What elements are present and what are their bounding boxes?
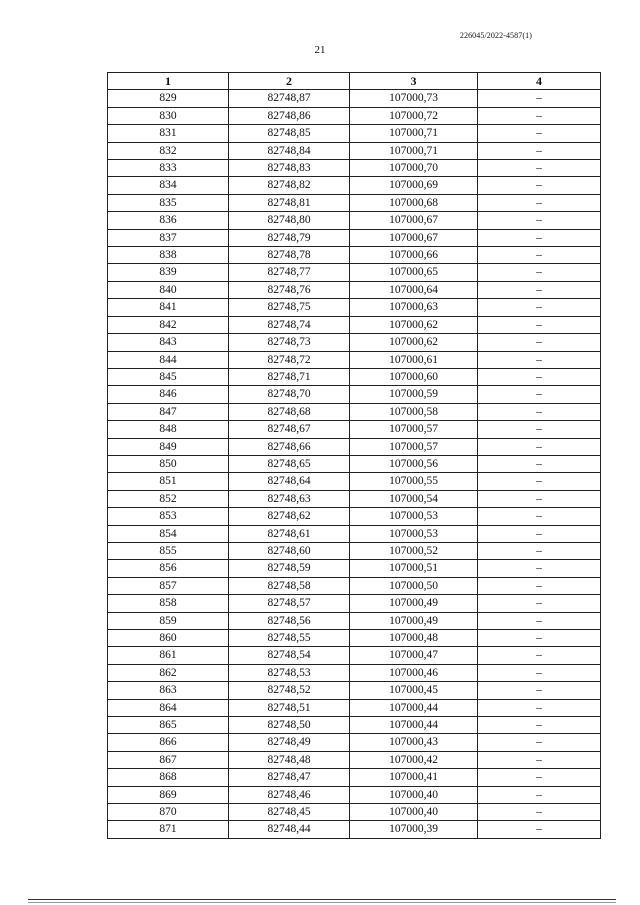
table-cell-col3: 107000,46 [350, 664, 478, 681]
table-cell-col2: 82748,61 [229, 525, 350, 542]
table-cell-col1: 859 [108, 612, 229, 629]
table-cell-col4: – [478, 142, 601, 159]
column-header-1: 1 [108, 73, 229, 90]
table-cell-col4: – [478, 630, 601, 647]
table-row [108, 525, 601, 542]
table-cell-col1: 862 [108, 664, 229, 681]
table-cell-col4: – [478, 786, 601, 803]
table-cell-col2: 82748,74 [229, 316, 350, 333]
table-cell-col2: 82748,54 [229, 647, 350, 664]
table-row [108, 229, 601, 246]
table-row [108, 403, 601, 420]
table-cell-col4: – [478, 577, 601, 594]
table-cell-col1: 864 [108, 699, 229, 716]
table-row [108, 368, 601, 385]
table-cell-col3: 107000,68 [350, 194, 478, 211]
table-cell-col1: 856 [108, 560, 229, 577]
table-row [108, 682, 601, 699]
table-cell-col3: 107000,61 [350, 351, 478, 368]
table-cell-col3: 107000,69 [350, 177, 478, 194]
table-cell-col2: 82748,44 [229, 821, 350, 838]
table-cell-col4: – [478, 316, 601, 333]
table-cell-col2: 82748,68 [229, 403, 350, 420]
table-cell-col4: – [478, 490, 601, 507]
table-cell-col3: 107000,51 [350, 560, 478, 577]
table-cell-col2: 82748,55 [229, 630, 350, 647]
table-row [108, 438, 601, 455]
table-row [108, 90, 601, 107]
table-cell-col1: 870 [108, 804, 229, 821]
table-cell-col3: 107000,73 [350, 90, 478, 107]
table-cell-col3: 107000,59 [350, 386, 478, 403]
table-cell-col1: 868 [108, 769, 229, 786]
table-cell-col1: 849 [108, 438, 229, 455]
table-cell-col4: – [478, 682, 601, 699]
table-cell-col3: 107000,71 [350, 125, 478, 142]
table-cell-col3: 107000,64 [350, 281, 478, 298]
table-cell-col3: 107000,47 [350, 647, 478, 664]
table-cell-col3: 107000,63 [350, 299, 478, 316]
table-cell-col1: 831 [108, 125, 229, 142]
table-cell-col1: 843 [108, 334, 229, 351]
table-cell-col2: 82748,60 [229, 542, 350, 559]
table-cell-col2: 82748,75 [229, 299, 350, 316]
table-row [108, 125, 601, 142]
table-cell-col1: 857 [108, 577, 229, 594]
table-cell-col2: 82748,86 [229, 107, 350, 124]
table-cell-col2: 82748,64 [229, 473, 350, 490]
table-cell-col4: – [478, 473, 601, 490]
table-cell-col2: 82748,81 [229, 194, 350, 211]
table-cell-col4: – [478, 281, 601, 298]
table-cell-col3: 107000,67 [350, 212, 478, 229]
table-cell-col4: – [478, 107, 601, 124]
table-cell-col4: – [478, 160, 601, 177]
table-row [108, 334, 601, 351]
table-row [108, 647, 601, 664]
table-cell-col4: – [478, 751, 601, 768]
table-row [108, 177, 601, 194]
table-cell-col1: 838 [108, 247, 229, 264]
table-row [108, 142, 601, 159]
table-cell-col2: 82748,83 [229, 160, 350, 177]
table-row [108, 473, 601, 490]
table-cell-col4: – [478, 229, 601, 246]
table-row [108, 351, 601, 368]
table-row [108, 577, 601, 594]
table-header-row [108, 73, 601, 90]
table-cell-col2: 82748,46 [229, 786, 350, 803]
table-cell-col2: 82748,48 [229, 751, 350, 768]
table-cell-col3: 107000,41 [350, 769, 478, 786]
table-cell-col3: 107000,71 [350, 142, 478, 159]
table-cell-col3: 107000,56 [350, 455, 478, 472]
table-row [108, 455, 601, 472]
table-cell-col4: – [478, 647, 601, 664]
table-cell-col2: 82748,57 [229, 595, 350, 612]
document-id: 226045/2022-4587(1) [459, 31, 532, 40]
table-body [108, 90, 601, 838]
table-row [108, 751, 601, 768]
table-cell-col2: 82748,76 [229, 281, 350, 298]
table-row [108, 595, 601, 612]
table-row [108, 664, 601, 681]
table-cell-col3: 107000,62 [350, 316, 478, 333]
table-cell-col4: – [478, 560, 601, 577]
table-cell-col2: 82748,58 [229, 577, 350, 594]
table-row [108, 769, 601, 786]
table-cell-col4: – [478, 612, 601, 629]
table-cell-col3: 107000,52 [350, 542, 478, 559]
table-cell-col4: – [478, 769, 601, 786]
table-cell-col3: 107000,70 [350, 160, 478, 177]
table-row [108, 386, 601, 403]
table-cell-col1: 858 [108, 595, 229, 612]
bottom-rule-secondary [28, 902, 616, 903]
table-cell-col3: 107000,58 [350, 403, 478, 420]
table-cell-col1: 829 [108, 90, 229, 107]
table-cell-col4: – [478, 212, 601, 229]
table-cell-col4: – [478, 351, 601, 368]
table-cell-col4: – [478, 438, 601, 455]
table-row [108, 804, 601, 821]
table-cell-col1: 846 [108, 386, 229, 403]
table-cell-col2: 82748,73 [229, 334, 350, 351]
table-cell-col1: 853 [108, 508, 229, 525]
table-cell-col3: 107000,40 [350, 786, 478, 803]
table-cell-col4: – [478, 194, 601, 211]
table-cell-col2: 82748,65 [229, 455, 350, 472]
table-cell-col2: 82748,45 [229, 804, 350, 821]
table-cell-col1: 837 [108, 229, 229, 246]
table-cell-col3: 107000,72 [350, 107, 478, 124]
table-cell-col1: 841 [108, 299, 229, 316]
table-row [108, 160, 601, 177]
table-cell-col1: 865 [108, 717, 229, 734]
table-cell-col2: 82748,67 [229, 421, 350, 438]
table-cell-col1: 848 [108, 421, 229, 438]
table-row [108, 281, 601, 298]
table-cell-col1: 850 [108, 455, 229, 472]
table-row [108, 734, 601, 751]
table-cell-col4: – [478, 542, 601, 559]
table-row [108, 107, 601, 124]
table-cell-col2: 82748,77 [229, 264, 350, 281]
table-row [108, 421, 601, 438]
table-cell-col4: – [478, 717, 601, 734]
table-cell-col1: 832 [108, 142, 229, 159]
table-cell-col1: 860 [108, 630, 229, 647]
column-header-3: 3 [350, 73, 478, 90]
table-cell-col3: 107000,55 [350, 473, 478, 490]
table-cell-col3: 107000,44 [350, 699, 478, 716]
table-row [108, 247, 601, 264]
table-cell-col3: 107000,53 [350, 525, 478, 542]
table-row [108, 542, 601, 559]
table-cell-col2: 82748,79 [229, 229, 350, 246]
table-row [108, 786, 601, 803]
table-cell-col2: 82748,80 [229, 212, 350, 229]
table-cell-col3: 107000,54 [350, 490, 478, 507]
table-cell-col2: 82748,51 [229, 699, 350, 716]
table-row [108, 264, 601, 281]
table-cell-col2: 82748,52 [229, 682, 350, 699]
table-cell-col4: – [478, 334, 601, 351]
column-header-2: 2 [229, 73, 350, 90]
table-row [108, 299, 601, 316]
table-cell-col2: 82748,47 [229, 769, 350, 786]
table-cell-col2: 82748,50 [229, 717, 350, 734]
table-row [108, 699, 601, 716]
bottom-rule [28, 899, 616, 900]
table-cell-col2: 82748,72 [229, 351, 350, 368]
table-cell-col2: 82748,82 [229, 177, 350, 194]
table-cell-col1: 835 [108, 194, 229, 211]
table-cell-col4: – [478, 125, 601, 142]
table-cell-col2: 82748,62 [229, 508, 350, 525]
table-cell-col3: 107000,62 [350, 334, 478, 351]
table-cell-col1: 852 [108, 490, 229, 507]
table-cell-col1: 851 [108, 473, 229, 490]
table-cell-col4: – [478, 264, 601, 281]
table-cell-col2: 82748,59 [229, 560, 350, 577]
table-cell-col2: 82748,53 [229, 664, 350, 681]
table-cell-col2: 82748,63 [229, 490, 350, 507]
table-cell-col1: 840 [108, 281, 229, 298]
table-cell-col1: 842 [108, 316, 229, 333]
table-cell-col4: – [478, 821, 601, 838]
table-cell-col1: 855 [108, 542, 229, 559]
table-cell-col4: – [478, 699, 601, 716]
table-cell-col3: 107000,45 [350, 682, 478, 699]
table-cell-col1: 830 [108, 107, 229, 124]
table-cell-col1: 845 [108, 368, 229, 385]
coordinates-table [107, 72, 601, 839]
table-cell-col3: 107000,44 [350, 717, 478, 734]
table-cell-col3: 107000,48 [350, 630, 478, 647]
table-row [108, 212, 601, 229]
table-cell-col2: 82748,66 [229, 438, 350, 455]
table-row [108, 560, 601, 577]
table-cell-col4: – [478, 386, 601, 403]
table-cell-col1: 834 [108, 177, 229, 194]
table-cell-col3: 107000,57 [350, 438, 478, 455]
table-cell-col2: 82748,84 [229, 142, 350, 159]
table-cell-col3: 107000,67 [350, 229, 478, 246]
table-cell-col3: 107000,49 [350, 612, 478, 629]
table-row [108, 316, 601, 333]
table-row [108, 612, 601, 629]
table-cell-col2: 82748,85 [229, 125, 350, 142]
table-cell-col1: 847 [108, 403, 229, 420]
table-cell-col3: 107000,57 [350, 421, 478, 438]
table-cell-col1: 836 [108, 212, 229, 229]
table-cell-col3: 107000,40 [350, 804, 478, 821]
table-row [108, 490, 601, 507]
table-cell-col1: 867 [108, 751, 229, 768]
table-row [108, 630, 601, 647]
table-cell-col1: 861 [108, 647, 229, 664]
column-header-4: 4 [478, 73, 601, 90]
table-row [108, 821, 601, 838]
table-cell-col3: 107000,50 [350, 577, 478, 594]
table-cell-col2: 82748,78 [229, 247, 350, 264]
table-cell-col4: – [478, 595, 601, 612]
table-cell-col4: – [478, 734, 601, 751]
table-cell-col3: 107000,66 [350, 247, 478, 264]
table-cell-col3: 107000,43 [350, 734, 478, 751]
table-row [108, 194, 601, 211]
table-cell-col4: – [478, 664, 601, 681]
table-cell-col1: 844 [108, 351, 229, 368]
table-cell-col1: 871 [108, 821, 229, 838]
table-cell-col3: 107000,65 [350, 264, 478, 281]
table-cell-col1: 866 [108, 734, 229, 751]
table-cell-col2: 82748,56 [229, 612, 350, 629]
table-cell-col2: 82748,70 [229, 386, 350, 403]
table-cell-col4: – [478, 247, 601, 264]
table-cell-col3: 107000,42 [350, 751, 478, 768]
table-cell-col3: 107000,53 [350, 508, 478, 525]
table-cell-col4: – [478, 90, 601, 107]
table-cell-col1: 863 [108, 682, 229, 699]
table-cell-col1: 839 [108, 264, 229, 281]
table-cell-col4: – [478, 455, 601, 472]
table-cell-col4: – [478, 177, 601, 194]
table-cell-col4: – [478, 804, 601, 821]
table-cell-col4: – [478, 525, 601, 542]
page-number: 21 [314, 44, 326, 56]
table-cell-col4: – [478, 403, 601, 420]
table-cell-col4: – [478, 421, 601, 438]
table-cell-col2: 82748,71 [229, 368, 350, 385]
table-cell-col1: 854 [108, 525, 229, 542]
table-cell-col3: 107000,39 [350, 821, 478, 838]
table-cell-col4: – [478, 508, 601, 525]
table-cell-col4: – [478, 368, 601, 385]
table-cell-col1: 869 [108, 786, 229, 803]
table-cell-col2: 82748,49 [229, 734, 350, 751]
table-cell-col2: 82748,87 [229, 90, 350, 107]
table-row [108, 508, 601, 525]
table-cell-col4: – [478, 299, 601, 316]
table-cell-col3: 107000,49 [350, 595, 478, 612]
table-row [108, 717, 601, 734]
table-cell-col1: 833 [108, 160, 229, 177]
table-cell-col3: 107000,60 [350, 368, 478, 385]
